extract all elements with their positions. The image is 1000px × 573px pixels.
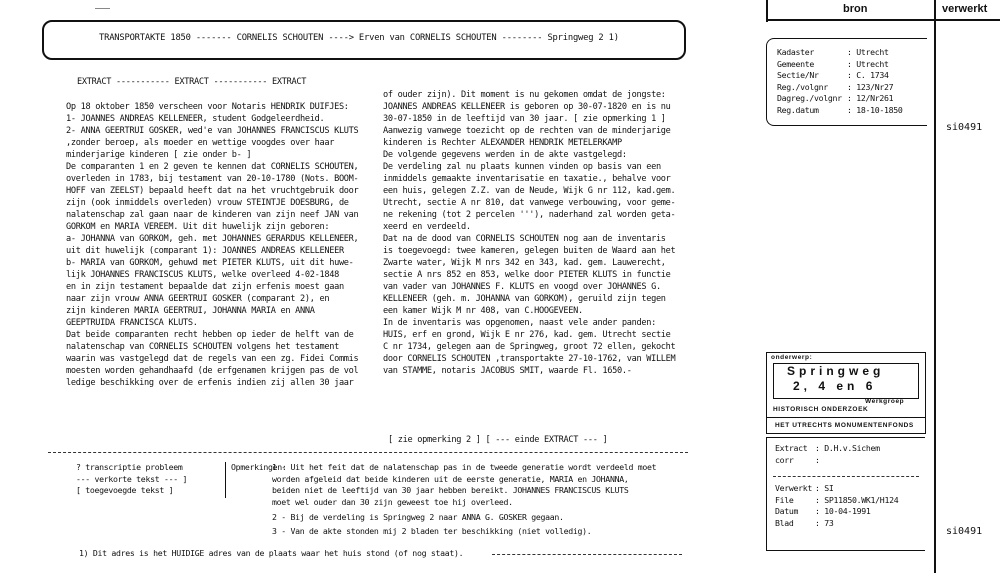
kv-value: : Utrecht	[847, 58, 889, 69]
text-line: 1- JOANNES ANDREAS KELLENEER, student Godgeleerdheid.	[66, 114, 325, 124]
header-title: TRANSPORTAKTE 1850 ------- CORNELIS SCHOUTEN ----> Erven van CORNELIS SCHOUTEN -------- Springweg 2 1)	[99, 33, 619, 43]
text-line: Dat beide comparanten recht hebben op ieder de helft van de	[66, 330, 354, 340]
kv-key: Dagreg./volgnr	[777, 93, 842, 103]
kv-value: : C. 1734	[847, 70, 889, 80]
text-line: moesten worden gehandhaafd (de erfgenamen krijgen pas de vol	[66, 366, 359, 376]
text-line: a- JOHANNA van GORKOM, geh. met JOHANNES GERARDUS KELLENEER,	[66, 234, 359, 244]
kv-key: Verwerkt	[775, 483, 813, 493]
kv-row	[775, 483, 898, 495]
text-line: van STAMME, notaris JACOBUS SMIT, waarde Fl. 1650.-	[383, 366, 632, 376]
kv-value: : D.H.v.Sichem	[815, 443, 880, 453]
text-line: Dat na de dood van CORNELIS SCHOUTEN nog aan de inventaris	[383, 234, 666, 244]
kv-key: Gemeente	[777, 58, 815, 69]
bron-header: bron	[843, 3, 868, 15]
text-line: zijn kinderen MARIA GEERTRUI, JOHANNA MARIA en ANNA	[66, 306, 315, 316]
stamp-hist: HISTORISCH ONDERZOEK	[773, 406, 869, 413]
text-line: C nr 1734, gelegen aan de Springweg, groot 72 ellen, gekocht	[383, 342, 676, 352]
top-rule	[95, 8, 110, 9]
kv-value: : 18-10-1850	[847, 104, 903, 115]
text-line: een huis, gelegen Z.Z. van de Neude, Wijk G nr 112, kad.gem.	[383, 186, 676, 196]
text-line: sectie A nrs 852 en 853, welke door PIETER KLUTS in functie	[383, 270, 671, 280]
kv-row	[775, 455, 880, 467]
text-line: nalatenschap van CORNELIS SCHOUTEN volgens het testament	[66, 342, 339, 352]
kv-value: : SP11850.WK1/H124	[815, 494, 899, 505]
text-line: overleden in 1783, bij testament van 20-10-1780 (Nots. BOOM-	[66, 174, 359, 184]
text-line: b- MARIA van GORKOM, gehuwd met PIETER KLUTS, uit dit huwe-	[66, 258, 354, 268]
stamp-top: onderwerp:	[771, 354, 813, 361]
text-line: GEEPTRUIDA FRANCISCA KLUTS.	[66, 318, 198, 328]
text-line: naar zijn vrouw ANNA GEERTRUI GOSKER (comparant 2), en	[66, 294, 330, 304]
text-line: uit dit huwelijk (comparant 1): JOANNES ANDREAS KELLENEER	[66, 246, 344, 256]
text-line: minderjarige kinderen [ zie onder b- ]	[66, 150, 252, 160]
text-line: Utrecht, sectie A nr 810, dat vanwege verbouwing, voor geme-	[383, 198, 676, 208]
text-line: is toegevoegd: twee kameren, gelegen buiten de Waard aan het	[383, 246, 676, 256]
kv-row	[775, 518, 898, 530]
legend-line: --- verkorte tekst --- ]	[76, 473, 188, 484]
text-line: GORKOM en MARIA VEREEM. Uit dit huwelijk zijn geboren:	[66, 222, 330, 232]
text-line: De verdeling zal nu plaats kunnen vinden op basis van een	[383, 162, 661, 172]
extract-heading: EXTRACT ----------- EXTRACT ----------- EXTRACT	[77, 77, 307, 87]
kv-key: corr	[775, 454, 794, 465]
text-line: en in zijn testament bepaalde dat zijn erfenis moest gaan	[66, 282, 344, 292]
kv-value: : SI	[815, 483, 834, 493]
text-line: De comparanten 1 en 2 geven te kennen dat CORNELIS SCHOUTEN,	[66, 162, 359, 172]
kv-value: : 10-04-1991	[815, 506, 871, 516]
text-line: nalatenschap zal gaan naar de kinderen van zijn neef JAN van	[66, 210, 359, 220]
text-line: HOFF van ZEELST) bepaald heeft dat na het vruchtgebruik door	[66, 186, 359, 196]
text-line: JOANNES ANDREAS KELLENEER is geboren op 30-07-1820 en is nu	[383, 102, 671, 112]
kv-key: File	[775, 494, 794, 505]
right-column	[383, 89, 675, 377]
text-line: ne rekening (tot 2 percelen '''), naderhand zal worden geta-	[383, 210, 676, 220]
kv-key: Datum	[775, 506, 799, 516]
text-line: Aanwezig vanwege toezicht op de rechten van de minderjarige	[383, 126, 671, 136]
stamp-monument: HET UTRECHTS MONUMENTENFONDS	[775, 422, 914, 429]
text-line: 2- ANNA GEERTRUI GOSKER, wed'e van JOHANNES FRANCISCUS KLUTS	[66, 126, 359, 136]
kv-key: Extract	[775, 443, 808, 453]
bron-box	[766, 38, 927, 126]
kv-value: : 12/Nr261	[847, 93, 894, 103]
note-line: 1 - Uit het feit dat de nalatenschap pas in de tweede generatie wordt verdeeld moet	[272, 462, 657, 472]
kv-row	[777, 93, 903, 105]
text-line: De volgende gegevens werden in de akte vastgelegd:	[383, 150, 627, 160]
kv-row	[777, 82, 903, 94]
kv-row	[775, 443, 880, 455]
text-line: door CORNELIS SCHOUTEN ,transportakte 27-10-1762, van WILLEM	[383, 354, 676, 364]
kv-value: :	[815, 454, 820, 465]
text-line: 30-07-1850 in de leeftijd van 30 jaar. [ zie opmerking 1 ]	[383, 114, 666, 124]
note-line: 2 - Bij de verdeling is Springweg 2 naar ANNA G. GOSKER gegaan.	[272, 512, 564, 522]
kv-row	[775, 506, 898, 518]
note-line: moet wel ouder dan 30 zijn geweest toe hij overleed.	[272, 496, 513, 507]
kv-row	[777, 105, 903, 117]
text-line: inmiddels gemaakte inventarisatie en taxatie., behalve voor	[383, 174, 671, 184]
text-line: Op 18 oktober 1850 verscheen voor Notaris HENDRIK DUIFJES:	[66, 102, 349, 112]
text-line: waarin was vastgelegd dat de regels van een zg. Fidei Commis	[66, 354, 359, 364]
text-line: HUIS, erf en grond, Wijk E nr 276, kad. gem. Utrecht sectie	[383, 330, 671, 340]
verwerkt-code-2: si0491	[946, 526, 983, 537]
kv-row	[777, 70, 903, 82]
extract-box	[766, 437, 925, 551]
text-line: ledige beschikking over de erfenis indien zij allen 30 jaar	[66, 378, 354, 388]
verwerkt-code-1: si0491	[946, 122, 983, 133]
left-column	[66, 101, 358, 389]
kv-key: Blad	[775, 517, 794, 528]
notes-separator	[48, 452, 688, 453]
text-line: van vader van JOHANNES F. KLUTS en voogd over JOHANNES G.	[383, 282, 661, 292]
text-line: ,zonder beroep, als moeder en wettige voogdes over haar	[66, 138, 335, 148]
kv-key: Sectie/Nr	[777, 70, 819, 80]
text-line: KELLENEER (geh. m. JOHANNA van GORKOM), geruild zijn tegen	[383, 294, 666, 304]
legend-line: ? transcriptie probleem	[76, 462, 183, 472]
text-line: een kamer Wijk M nr 408, van C.HOOGEVEEN.	[383, 306, 583, 316]
kv-value: : 123/Nr27	[847, 81, 894, 92]
note-line: 3 - Van de akte stonden mij 2 bladen ter beschikking (niet volledig).	[272, 525, 592, 536]
stamp-werkgroep: Werkgroep	[865, 398, 905, 405]
text-line: xeerd en verdeeld.	[383, 222, 471, 232]
footnote: 1) Dit adres is het HUIDIGE adres van de plaats waar het huis stond (of nog staat).	[79, 548, 464, 558]
stamp-box	[766, 352, 926, 434]
legend-divider	[225, 462, 226, 498]
text-line: of ouder zijn). Dit moment is nu gekomen omdat de jongste:	[383, 90, 666, 100]
text-line: In de inventaris was opgenomen, naast vele ander panden:	[383, 318, 656, 328]
kv-row	[777, 47, 903, 59]
kv-row	[777, 59, 903, 71]
notes-legend	[76, 462, 187, 497]
kv-value: : 73	[815, 517, 834, 528]
kv-key: Reg.datum	[777, 104, 819, 115]
kv-row	[775, 495, 898, 507]
opmerkingen-label: Opmerkingen:	[231, 462, 287, 472]
header-box	[42, 20, 686, 60]
note-line: beiden niet de leeftijd van 30 jaar hebben bereikt. JOHANNES FRANCISCUS KLUTS	[272, 485, 629, 495]
text-line: lijk JOHANNES FRANCISCUS KLUTS, welke overleed 4-02-1848	[66, 270, 339, 280]
stamp-line1: Springweg	[787, 364, 885, 378]
text-line: Zwarte water, Wijk M nrs 342 en 343, kad. gem. Lauwerecht,	[383, 258, 666, 268]
notes-items	[272, 462, 656, 537]
sidebar-header-rule	[766, 19, 1000, 21]
stamp-line2: 2, 4 en 6	[793, 379, 877, 393]
note-line: worden afgeleid dat beide kinderen uit de eerste generatie, MARIA en JOHANNA,	[272, 473, 629, 484]
text-line: zijn (ook inmiddels overleden) vrouw STEINTJE DOESBURG, de	[66, 198, 349, 208]
footnote-rule	[492, 554, 682, 555]
kv-value: : Utrecht	[847, 47, 889, 57]
column-footer: [ zie opmerking 2 ] [ --- einde EXTRACT --- ]	[388, 435, 608, 445]
text-line: kinderen is Rechter ALEXANDER HENDRIK METELERKAMP	[383, 138, 622, 148]
kv-key: Reg./volgnr	[777, 81, 828, 92]
sidebar-column-divider	[934, 0, 936, 573]
kv-key: Kadaster	[777, 47, 815, 57]
legend-line: [ toegevoegde tekst ]	[76, 485, 174, 495]
verwerkt-header: verwerkt	[942, 3, 988, 15]
